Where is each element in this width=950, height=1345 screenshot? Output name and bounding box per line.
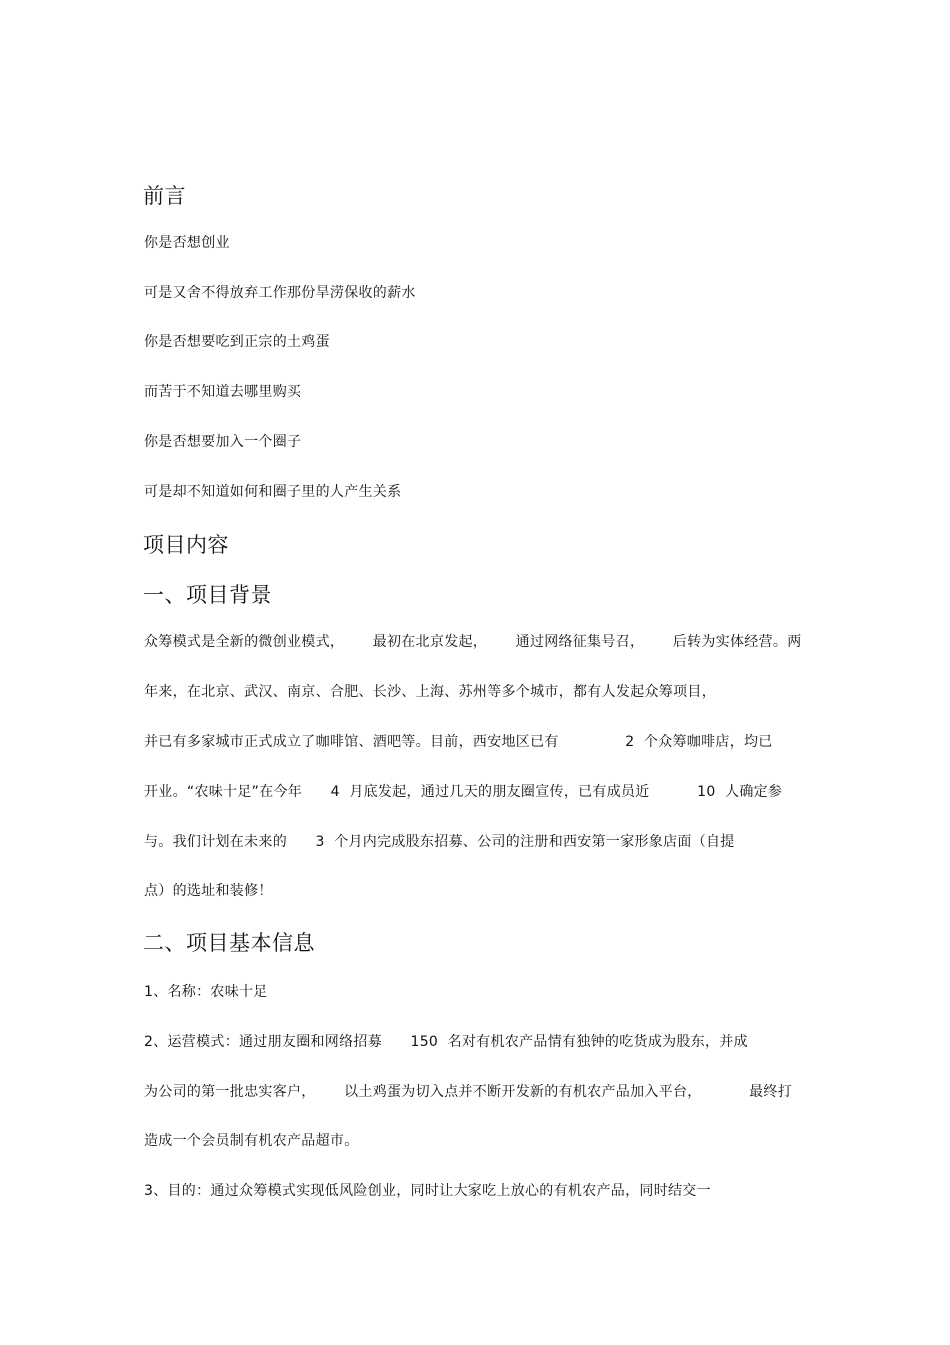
preface-heading: 前言 <box>143 184 186 208</box>
body-line: 为公司的第一批忠实客户， 以土鸡蛋为切入点并不断开发新的有机农产品加入平台， 最终打 <box>144 1084 792 1100</box>
body-line: 3、目的：通过众筹模式实现低风险创业，同时让大家吃上放心的有机农产品，同时结交一 <box>144 1183 711 1199</box>
body-line: 点）的选址和装修！ <box>144 883 273 899</box>
preface-line: 可是又舍不得放弃工作那份旱涝保收的薪水 <box>144 285 416 301</box>
preface-line: 可是却不知道如何和圈子里的人产生关系 <box>144 484 402 500</box>
section-heading-background: 一、项目背景 <box>143 583 272 607</box>
body-line: 开业。“农味十足”在今年 4 月底发起，通过几天的朋友圈宣传，已有成员近 10 人确定参 <box>144 784 783 800</box>
project-content-heading: 项目内容 <box>143 533 229 557</box>
body-line: 与。我们计划在未来的 3 个月内完成股东招募、公司的注册和西安第一家形象店面（自提 <box>144 834 735 850</box>
body-line: 众筹模式是全新的微创业模式， 最初在北京发起， 通过网络征集号召， 后转为实体经营。两 <box>144 634 802 650</box>
preface-line: 你是否想创业 <box>144 235 230 251</box>
body-line: 1、名称：农味十足 <box>144 984 268 1000</box>
section-heading-basic-info: 二、项目基本信息 <box>143 931 315 955</box>
preface-line: 而苦于不知道去哪里购买 <box>144 384 302 400</box>
body-line: 造成一个会员制有机农产品超市。 <box>144 1133 359 1149</box>
body-line: 2、运营模式：通过朋友圈和网络招募 150 名对有机农产品情有独钟的吃货成为股东，并成 <box>144 1034 748 1050</box>
body-line: 年来，在北京、武汉、南京、合肥、长沙、上海、苏州等多个城市，都有人发起众筹项目， <box>144 684 716 700</box>
preface-line: 你是否想要加入一个圈子 <box>144 434 302 450</box>
body-line: 并已有多家城市正式成立了咖啡馆、酒吧等。目前，西安地区已有 2 个众筹咖啡店，均已 <box>144 734 773 750</box>
preface-line: 你是否想要吃到正宗的土鸡蛋 <box>144 334 330 350</box>
